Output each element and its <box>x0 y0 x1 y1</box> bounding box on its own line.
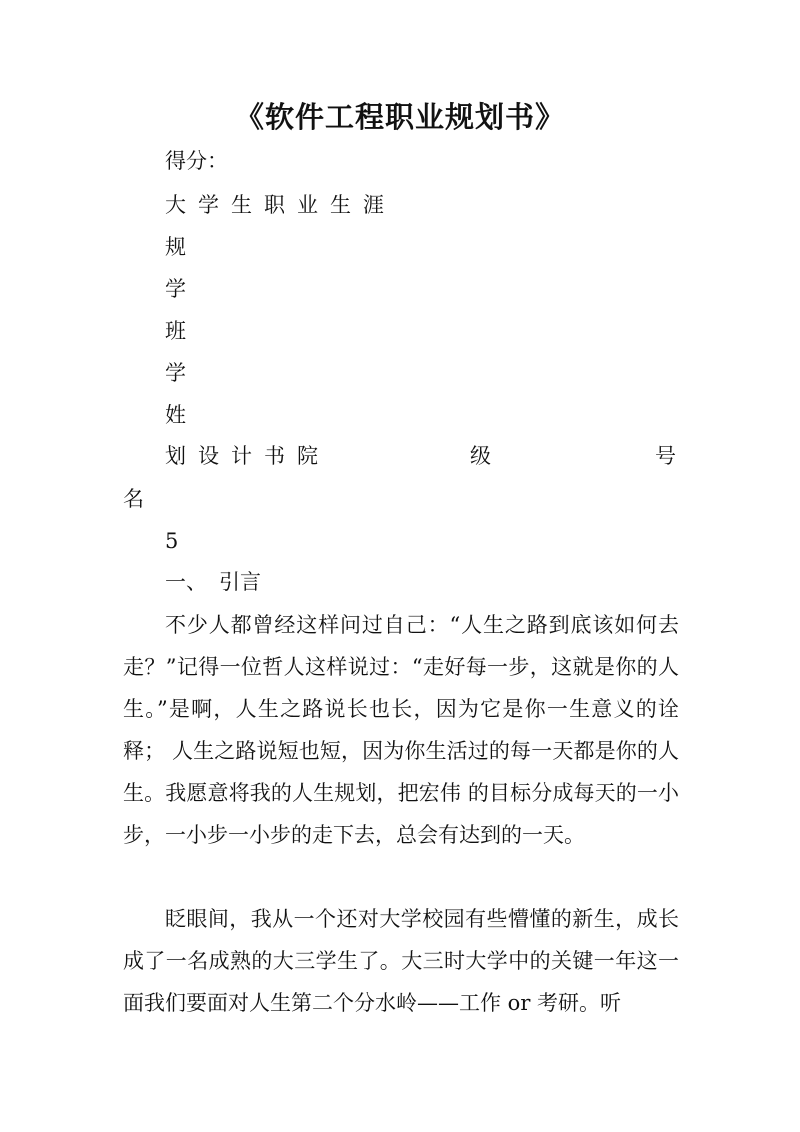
cover-heading: 大学生职业生涯 <box>165 193 396 217</box>
paragraph-second: 眨眼间，我从一个还对大学校园有些懵懂的新生，成长成了一名成熟的大三学生了。大三时大学中的关键一年这一面我们要面对人生第二个分水岭——工作 or 考研。听 <box>123 907 679 1015</box>
document-title: 《软件工程职业规划书》 <box>234 100 565 134</box>
section-title: 引言 <box>219 570 261 594</box>
page-number-value: 5 <box>165 529 179 553</box>
cover-char-gui: 规 <box>165 235 186 259</box>
cover-char-ban: 班 <box>165 319 186 343</box>
cover-char-xue-2: 学 <box>165 361 186 385</box>
section-number: 一、 <box>165 570 207 594</box>
plan-row-left: 划设计书院 <box>165 444 330 468</box>
cover-char-xue: 学 <box>165 277 186 301</box>
score-label: 得分： <box>165 149 228 173</box>
plan-row-right: 号 <box>655 444 676 468</box>
cover-char-xing: 姓 <box>165 403 186 427</box>
cover-char-ming: 名 <box>123 487 144 511</box>
paragraph-intro: 不少人都曾经这样问过自己：“人生之路到底该如何去走？”记得一位哲人这样说过：“走好每一步，这就是你的人生。”是啊，人生之路说长也长，因为它是你一生意义的诠释； 人生之路说短也短，因为你生活过的每一天都是你的人生。我愿意将我的人生规划，把宏伟 的目标分成每天的一小步，一小步一小步的走下去，总会有达到的一天。 <box>123 613 679 847</box>
plan-row-middle: 级 <box>470 444 491 468</box>
